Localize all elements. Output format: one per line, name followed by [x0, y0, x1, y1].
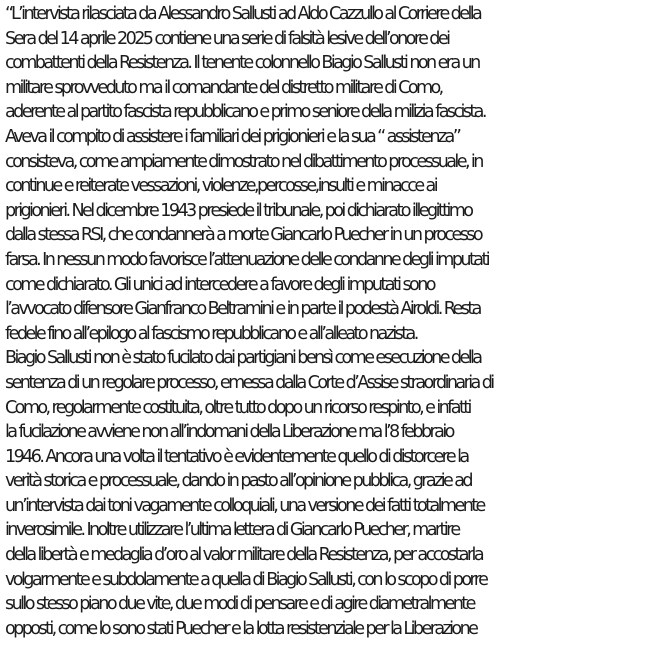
text-line: farsa. In nessun modo favorisce l’attenuazione delle condanne degli imputati [5, 249, 489, 270]
post-text [5, 2, 653, 641]
text-line: verità storica e processuale, dando in pasto all’opinione pubblica, grazie ad [5, 471, 471, 492]
text-line: continue e reiterate vessazioni, violenze,percosse,insulti e minacce ai [5, 176, 437, 197]
text-line: inverosimile. Inoltre utilizzare l’ultima lettera di Giancarlo Puecher, martire [5, 520, 459, 541]
text-line: opposti, come lo sono stati Puecher e la lotta resistenziale per la Liberazione [5, 618, 477, 639]
text-line: sentenza di un regolare processo, emessa dalla Corte d’Assise straordinaria di [5, 372, 493, 393]
text-line: volgarmente e subdolamente a quella di Biagio Sallusti, con lo scopo di porre [5, 569, 487, 590]
text-line: combattenti della Resistenza. Il tenente colonnello Biagio Sallusti non era un [5, 53, 479, 74]
text-line: “L’intervista rilasciata da Alessandro Sallusti ad Aldo Cazzullo al Corriere della [5, 4, 481, 24]
text-line: militare sprovveduto ma il comandante del distretto militare di Como, [5, 77, 442, 98]
text-line: Biagio Sallusti non è stato fucilato dai partigiani bensì come esecuzione della [5, 348, 481, 369]
text-line: consisteva, come ampiamente dimostrato nel dibattimento processuale, in [5, 151, 482, 172]
text-line: Aveva il compito di assistere i familiari dei prigionieri e la sua “ assistenza” [5, 126, 460, 147]
text-line: la fucilazione avviene non all’indomani della Liberazione ma l’8 febbraio [5, 422, 453, 443]
text-line: aderente al partito fascista repubblicano e primo seniore della milizia fascista. [5, 102, 485, 123]
text-line: fedele fino all’epilogo al fascismo repubblicano e all’alleato nazista. [5, 323, 417, 344]
text-line: dalla stessa RSI, che condannerà a morte Giancarlo Puecher in un processo [5, 225, 482, 246]
text-line: sullo stesso piano due vite, due modi di pensare e di agire diametralmente [5, 594, 474, 615]
text-line: della libertà e medaglia d’oro al valor militare della Resistenza, per accostarla [5, 545, 483, 566]
text-line: l’avvocato difensore Gianfranco Beltramini e in parte il podestà Airoldi. Resta [5, 299, 480, 320]
text-line: un’intervista dai toni vagamente colloquiali, una versione dei fatti totalmente [5, 495, 484, 516]
text-line: prigionieri. Nel dicembre 1943 presiede il tribunale, poi dichiarato illegittimo [5, 200, 472, 221]
text-line: Sera del 14 aprile 2025 contiene una serie di falsità lesive dell’onore dei [5, 28, 449, 49]
text-line: 1946. Ancora una volta il tentativo è evidentemente quello di distorcere la [5, 446, 468, 467]
text-line: come dichiarato. Gli unici ad intercedere a favore degli imputati sono [5, 274, 434, 295]
text-line: Como, regolarmente costituita, oltre tutto dopo un ricorso respinto, e infatti [5, 397, 470, 418]
